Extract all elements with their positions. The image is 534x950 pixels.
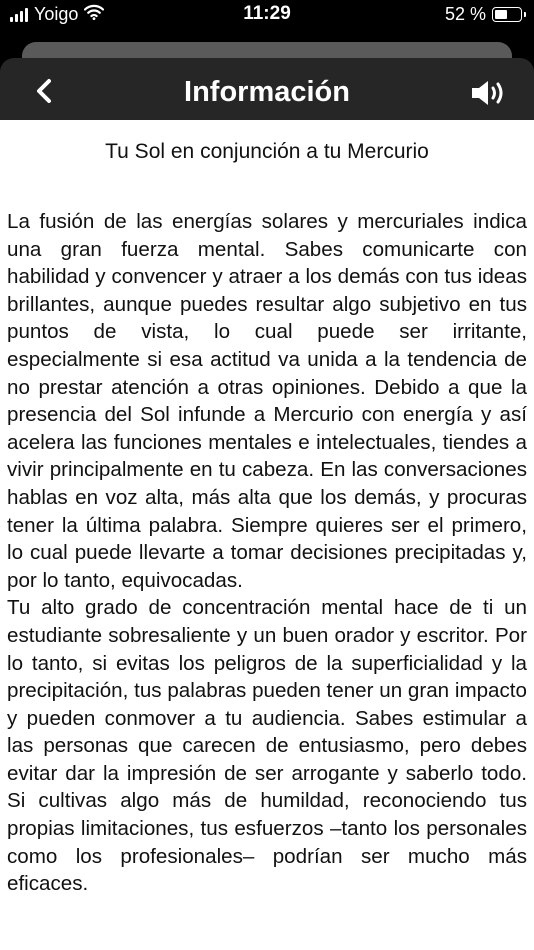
nav-header <box>0 58 534 120</box>
article-paragraph: Tu alto grado de concentración mental hace de ti un estudiante sobresaliente y un buen orador y escritor. Por lo tanto, si evitas los peligros de la superficialidad y la precipitación, tus palabras pueden tener un gran impacto y pueden conmover a tu audiencia. Sabes estimular a las personas que carecen de entusiasmo, pero debes evitar dar la impresión de ser arrogante y saberlo todo. Si cultivas algo más de humildad, reconociendo tus propias limitaciones, tus esfuerzos –tanto los personales como los profesionales– podrían ser mucho más eficaces. <box>7 596 527 896</box>
battery-fill <box>495 10 507 19</box>
speaker-icon <box>470 78 510 108</box>
page-title: Información <box>184 76 350 108</box>
battery-percent: 52 % <box>444 4 486 24</box>
clock: 11:29 <box>243 3 291 24</box>
article-title: Tu Sol en conjunción a tu Mercurio <box>105 140 429 163</box>
battery-icon <box>492 7 522 22</box>
content-area[interactable] <box>0 120 534 950</box>
article-body <box>0 208 534 898</box>
status-right <box>445 4 522 25</box>
status-bar <box>0 0 534 30</box>
speaker-button[interactable] <box>470 78 510 108</box>
carrier-name: Yoigo <box>34 4 79 24</box>
article-paragraph: La fusión de las energías solares y mercuriales indica una gran fuerza mental. Sabes comunicarte con habilidad y convencer y atraer a los demás con tus ideas brillantes, aunque puedes resultar algo subjetivo en tus puntos de vista, lo cual puede ser irritante, especialmente si esa actitud va unida a la tendencia de no prestar atención a otras opiniones. Debido a que la presencia del Sol infunde a Mercurio con energía y así acelera las funciones mentales e intelectuales, tiendes a vivir principalmente en tu cabeza. En las conversaciones hablas en voz alta, más alta que los demás, y procuras tener la última palabra. Siempre quieres ser el primero, lo cual puede llevarte a tomar decisiones precipitadas y, por lo tanto, equivocadas. <box>7 210 527 592</box>
